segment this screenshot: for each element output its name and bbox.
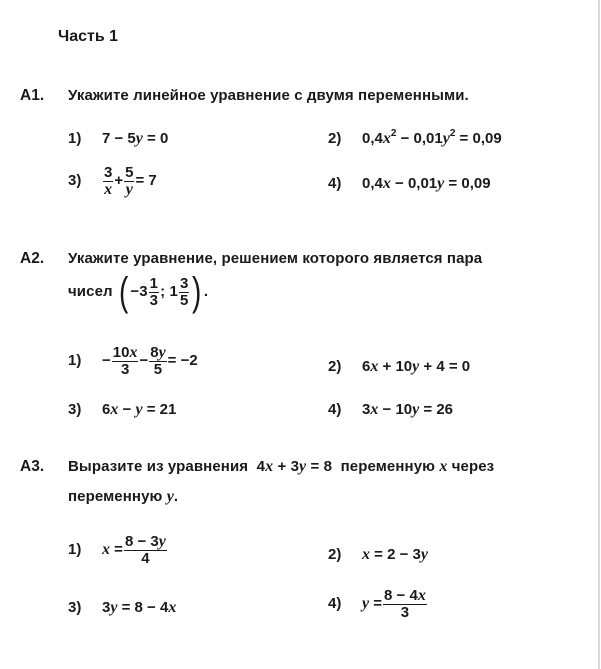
a2-option-1-equation: − $\frac{10x}{3}$ − $\frac{8y}{5}$ = −2 (102, 344, 198, 378)
question-a2-text-line2 (68, 272, 208, 312)
a3-option-1-number: 1) (68, 541, 82, 559)
question-a3-text-line2: переменную y. (68, 488, 179, 505)
part-title: Часть 1 (58, 28, 119, 45)
a1-option-3-number: 3) (68, 172, 82, 190)
a1-option-4-number: 4) (328, 175, 342, 192)
a2-option-2-equation: 6x + 10y + 4 = 0 (362, 358, 471, 375)
a3-option-4-equation: y = $\frac{8 - 4x}{3}$ (362, 587, 426, 621)
a2-option-4[interactable] (328, 401, 453, 419)
a3-option-4[interactable] (328, 588, 428, 621)
a2-option-2[interactable] (328, 358, 470, 376)
a2-prefix: чисел (68, 282, 113, 300)
a3-option-2[interactable] (328, 546, 428, 564)
a1-option-4-equation: 0,4x − 0,01y = 0,09 (362, 175, 491, 192)
a1-option-3-equation: $\frac{3}{x}$ + $\frac{5}{y}$ = 7 (104, 164, 157, 198)
question-a1-text: Укажите линейное уравнение с двумя переменными. (68, 87, 469, 104)
a2-option-3-number: 3) (68, 401, 82, 418)
question-a2-number: А2. (20, 250, 45, 267)
a3-option-1-equation: x = $\frac{8 - 3y}{4}$ (102, 533, 166, 567)
a2-option-2-number: 2) (328, 358, 342, 375)
a2-option-1[interactable] (68, 345, 198, 378)
a3-option-4-number: 4) (328, 595, 342, 613)
a2-option-4-equation: 3x − 10y = 26 (362, 401, 454, 418)
a2-option-4-number: 4) (328, 401, 342, 418)
question-a1-number: А1. (20, 87, 45, 104)
page-edge-divider (598, 0, 600, 669)
a1-option-1-equation: 7 − 5y = 0 (102, 130, 169, 147)
a3-option-3-number: 3) (68, 599, 82, 616)
a3-option-3[interactable] (68, 599, 176, 617)
a1-option-4[interactable] (328, 175, 491, 193)
a2-option-3[interactable] (68, 401, 176, 419)
a1-option-1-number: 1) (68, 130, 82, 147)
question-a3-text-line1: Выразите из уравнения 4x + 3y = 8 переменную x через (68, 458, 495, 475)
a1-option-1[interactable] (68, 130, 168, 148)
a1-option-2-equation: $0,4x^2 - 0,01y^2 = 0,09$ (362, 128, 502, 147)
question-a2-text-line1: Укажите уравнение, решением которого является пара (68, 250, 483, 267)
a2-option-3-equation: 6x − y = 21 (102, 401, 177, 418)
a3-option-2-number: 2) (328, 546, 342, 563)
a1-option-2[interactable] (328, 130, 502, 148)
a2-number-pair: ( −3 $\frac{1}{3}$ ; 1 $\frac{3}{5}$ ) . (118, 270, 209, 314)
question-a3-number: А3. (20, 458, 45, 475)
a1-option-2-number: 2) (328, 130, 342, 147)
a3-option-2-equation: x = 2 − 3y (362, 546, 428, 563)
a3-option-3-equation: 3y = 8 − 4x (102, 599, 177, 616)
a3-option-1[interactable] (68, 534, 168, 567)
a1-option-3[interactable] (68, 165, 157, 198)
a2-option-1-number: 1) (68, 352, 82, 370)
